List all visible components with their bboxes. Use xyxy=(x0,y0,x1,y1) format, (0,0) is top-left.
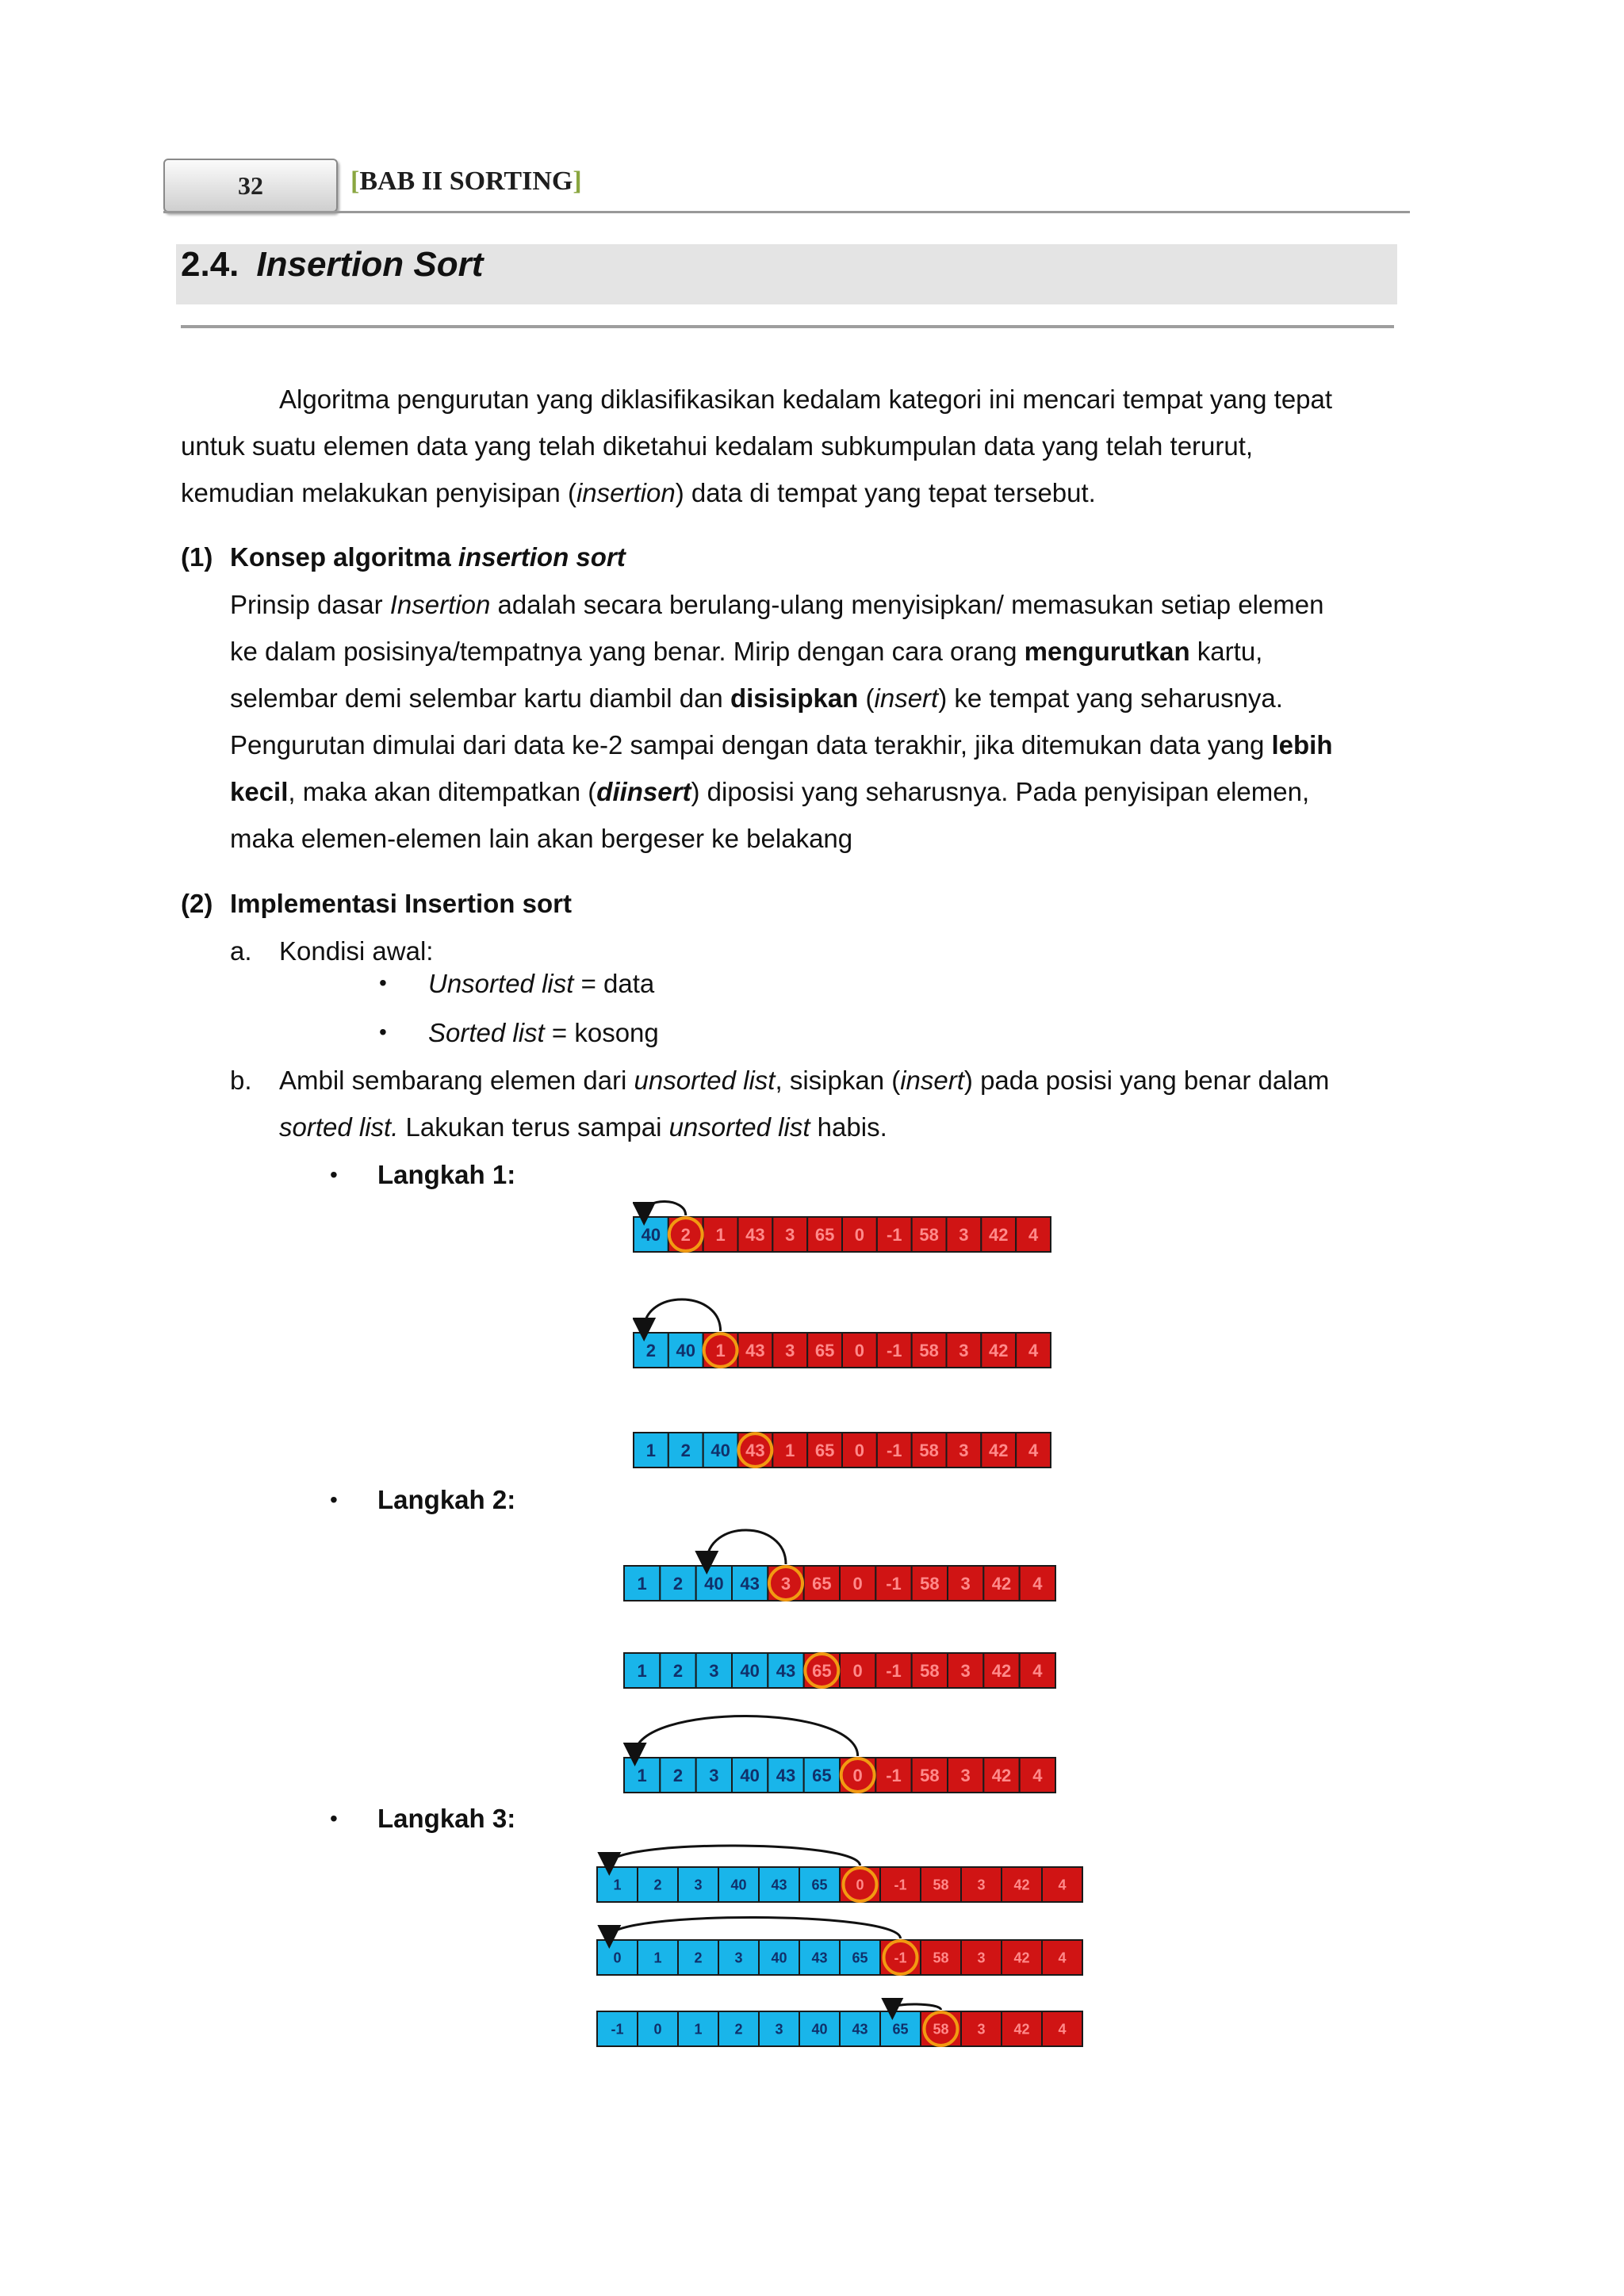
array-cell-value: 1 xyxy=(715,1224,726,1245)
array-cell-value: 4 xyxy=(1028,1224,1039,1245)
array-cell-value: 65 xyxy=(892,2021,909,2038)
array-cell-value: 43 xyxy=(745,1440,765,1460)
intro-line-3: kemudian melakukan penyisipan (insertion) data di tempat yang tepat tersebut. xyxy=(181,478,1096,507)
array-cell-value: 1 xyxy=(613,1877,622,1893)
array-cell-value: 2 xyxy=(672,1573,684,1594)
insert-arrow-icon xyxy=(892,2004,940,2010)
section-title xyxy=(181,244,483,285)
array-cell-value: 58 xyxy=(933,1877,949,1893)
header-divider xyxy=(163,211,1410,213)
array-cell-value: 0 xyxy=(854,1224,865,1245)
array-cell-value: 0 xyxy=(613,1950,622,1966)
array-cell-value: 1 xyxy=(653,1950,662,1966)
array-diagram-step1-row1 xyxy=(633,1192,1051,1253)
array-cell-value: 40 xyxy=(811,2021,828,2038)
array-cell-value: 40 xyxy=(641,1224,661,1245)
array-cell-value: 2 xyxy=(672,1765,684,1785)
array-cell-value: 65 xyxy=(812,1573,832,1594)
array-cell-value: 3 xyxy=(709,1765,719,1785)
array-cell-value: -1 xyxy=(886,1224,902,1245)
array-cell-value: 58 xyxy=(920,1765,940,1785)
array-cell-value: 4 xyxy=(1058,1950,1067,1966)
array-cell-value: 40 xyxy=(730,1877,747,1893)
array-cell-value: 0 xyxy=(852,1573,863,1594)
array-cell-value: 43 xyxy=(852,2021,868,2038)
array-cell-value: 1 xyxy=(637,1573,647,1594)
array-cell-value: -1 xyxy=(886,1340,902,1360)
array-cell-value: 4 xyxy=(1058,2021,1067,2038)
array-cell-value: 3 xyxy=(977,1950,986,1966)
chapter-title: [BAB II SORTING] xyxy=(350,166,582,196)
array-diagram-step2-row3 xyxy=(623,1698,1056,1793)
array-cell-value: 2 xyxy=(680,1440,691,1460)
array-cell-value: 40 xyxy=(676,1340,695,1360)
array-cell-value: 65 xyxy=(811,1877,828,1893)
array-diagram-step1-row2 xyxy=(633,1284,1051,1368)
array-cell-value: 2 xyxy=(653,1877,662,1893)
chapter-title-text: BAB II SORTING xyxy=(359,166,573,196)
concept-line-5: kecil, maka akan ditempatkan (diinsert) diposisi yang seharusnya. Pada penyisipan elemen, xyxy=(230,777,1310,806)
section-divider xyxy=(181,325,1394,328)
intro-line-2: untuk suatu elemen data yang telah diketahui kedalam subkumpulan data yang telah terurut, xyxy=(181,431,1254,461)
array-cell-value: 40 xyxy=(740,1765,760,1785)
array-cell-value: 4 xyxy=(1028,1440,1039,1460)
bullet-icon: • xyxy=(330,1162,338,1187)
page-number: 32 xyxy=(238,170,263,200)
array-cell-value: -1 xyxy=(886,1660,902,1681)
array-cell-value: 3 xyxy=(959,1440,969,1460)
array-cell-value: 58 xyxy=(920,1573,940,1594)
array-cell-value: 65 xyxy=(852,1950,868,1966)
array-cell-value: 3 xyxy=(960,1660,971,1681)
array-cell-value: 2 xyxy=(672,1660,684,1681)
array-cell-value: 42 xyxy=(991,1765,1012,1785)
array-cell-value: 2 xyxy=(645,1340,657,1360)
array-cell-value: 58 xyxy=(919,1440,939,1460)
array-cell-value: 1 xyxy=(785,1440,795,1460)
array-cell-value: 2 xyxy=(694,1950,703,1966)
array-diagram-step2-row1 xyxy=(623,1514,1056,1601)
array-cell-value: 0 xyxy=(854,1340,865,1360)
array-cell-value: -1 xyxy=(611,2021,624,2038)
array-cell-value: 58 xyxy=(920,1660,940,1681)
array-cell-value: 43 xyxy=(776,1660,796,1681)
array-cell-value: 65 xyxy=(812,1660,832,1681)
impl-heading: (2) Implementasi Insertion sort xyxy=(181,889,572,918)
array-cell-value: 0 xyxy=(852,1660,863,1681)
insert-arrow-icon xyxy=(609,1846,860,1866)
array-cell-value: 3 xyxy=(694,1877,703,1893)
array-cell-value: 40 xyxy=(704,1573,724,1594)
array-cell-value: 4 xyxy=(1032,1573,1043,1594)
array-cell-value: 0 xyxy=(852,1765,863,1785)
array-cell-value: 4 xyxy=(1058,1877,1067,1893)
array-cell-value: 43 xyxy=(811,1950,828,1966)
array-cell-value: 42 xyxy=(1013,2021,1030,2038)
array-diagram-step3-row1 xyxy=(596,1835,1083,1903)
array-cell-value: 3 xyxy=(785,1340,795,1360)
impl-b-line-2: sorted list. Lakukan terus sampai unsorted list habis. xyxy=(279,1112,887,1142)
array-cell-value: 42 xyxy=(991,1660,1012,1681)
section-number: 2.4. xyxy=(181,245,239,284)
array-cell-value: 3 xyxy=(775,2021,783,2038)
bullet-icon: • xyxy=(379,1020,387,1044)
array-cell-value: 1 xyxy=(637,1765,647,1785)
array-cell-value: 4 xyxy=(1032,1765,1043,1785)
array-cell-value: 43 xyxy=(745,1224,765,1245)
bullet-icon: • xyxy=(330,1806,338,1831)
array-cell-value: 42 xyxy=(989,1224,1009,1245)
array-cell-value: 58 xyxy=(919,1224,939,1245)
array-cell-value: 1 xyxy=(645,1440,657,1460)
array-cell-value: 58 xyxy=(933,2021,949,2038)
array-cell-value: 42 xyxy=(991,1573,1012,1594)
array-cell-value: 3 xyxy=(960,1573,971,1594)
insert-arrow-icon xyxy=(644,1299,720,1331)
array-cell-value: 43 xyxy=(776,1765,796,1785)
array-cell-value: 0 xyxy=(653,2021,662,2038)
array-cell-value: 3 xyxy=(960,1765,971,1785)
array-cell-value: -1 xyxy=(886,1765,902,1785)
array-cell-value: 2 xyxy=(680,1224,691,1245)
array-cell-value: 43 xyxy=(740,1573,760,1594)
array-cell-value: 65 xyxy=(814,1224,835,1245)
array-cell-value: 0 xyxy=(854,1440,865,1460)
impl-b-label: b. xyxy=(230,1066,252,1095)
array-cell-value: -1 xyxy=(886,1573,902,1594)
array-cell-value: -1 xyxy=(894,1950,907,1966)
array-cell-value: 3 xyxy=(977,2021,986,2038)
array-cell-value: 1 xyxy=(694,2021,703,2038)
array-cell-value: 40 xyxy=(771,1950,787,1966)
array-diagram-step3-row3 xyxy=(596,1998,1083,2047)
concept-line-6: maka elemen-elemen lain akan bergeser ke belakang xyxy=(230,824,853,853)
concept-heading: (1) Konsep algoritma insertion sort xyxy=(181,542,626,572)
array-cell-value: 58 xyxy=(933,1950,949,1966)
impl-bullet-2: Sorted list = kosong xyxy=(428,1018,659,1047)
array-cell-value: 43 xyxy=(745,1340,765,1360)
array-cell-value: -1 xyxy=(894,1877,907,1893)
bullet-icon: • xyxy=(330,1487,338,1512)
array-cell-value: 42 xyxy=(1013,1877,1030,1893)
array-diagram-step2-row2 xyxy=(623,1652,1056,1689)
insert-arrow-icon xyxy=(635,1716,858,1756)
insert-arrow-icon xyxy=(609,1917,900,1938)
array-cell-value: 3 xyxy=(709,1660,719,1681)
array-cell-value: 42 xyxy=(1013,1950,1030,1966)
concept-line-4: Pengurutan dimulai dari data ke-2 sampai dengan data terakhir, jika ditemukan data yang lebih xyxy=(230,730,1333,760)
array-cell-value: 3 xyxy=(977,1877,986,1893)
insert-arrow-icon xyxy=(644,1201,686,1215)
array-cell-value: 3 xyxy=(785,1224,795,1245)
concept-line-1: Prinsip dasar Insertion adalah secara berulang-ulang menyisipkan/ memasukan setiap elemen xyxy=(230,590,1324,619)
insert-arrow-icon xyxy=(707,1530,786,1564)
page-number-badge xyxy=(163,159,338,212)
array-cell-value: 4 xyxy=(1032,1660,1043,1681)
array-cell-value: 65 xyxy=(814,1340,835,1360)
impl-b-line-1: Ambil sembarang elemen dari unsorted list, sisipkan (insert) pada posisi yang benar dalam xyxy=(279,1066,1330,1095)
impl-a-label: a. xyxy=(230,936,252,966)
bullet-icon: • xyxy=(379,970,387,995)
array-cell-value: 1 xyxy=(637,1660,647,1681)
array-cell-value: 3 xyxy=(780,1573,791,1594)
array-cell-value: 4 xyxy=(1028,1340,1039,1360)
impl-bullet-1: Unsorted list = data xyxy=(428,969,655,998)
step-label-3: Langkah 3: xyxy=(377,1804,516,1833)
array-cell-value: -1 xyxy=(886,1440,902,1460)
impl-a-text: Kondisi awal: xyxy=(279,936,434,966)
step-label-1: Langkah 1: xyxy=(377,1160,516,1189)
array-cell-value: 65 xyxy=(814,1440,835,1460)
array-cell-value: 42 xyxy=(989,1440,1009,1460)
array-cell-value: 65 xyxy=(812,1765,832,1785)
intro-line-1: Algoritma pengurutan yang diklasifikasikan kedalam kategori ini mencari tempat yang tepat xyxy=(279,385,1333,414)
array-cell-value: 3 xyxy=(959,1340,969,1360)
array-cell-value: 42 xyxy=(989,1340,1009,1360)
array-diagram-step1-row3 xyxy=(633,1432,1051,1468)
array-cell-value: 3 xyxy=(734,1950,743,1966)
array-cell-value: 1 xyxy=(715,1340,726,1360)
array-cell-value: 0 xyxy=(856,1877,864,1893)
step-label-2: Langkah 2: xyxy=(377,1485,516,1514)
array-cell-value: 43 xyxy=(771,1877,787,1893)
concept-line-3: selembar demi selembar kartu diambil dan disisipkan (insert) ke tempat yang seharusnya. xyxy=(230,683,1283,713)
section-title-text: Insertion Sort xyxy=(256,245,484,284)
array-cell-value: 58 xyxy=(919,1340,939,1360)
array-cell-value: 2 xyxy=(734,2021,743,2038)
array-cell-value: 40 xyxy=(710,1440,730,1460)
array-cell-value: 3 xyxy=(959,1224,969,1245)
array-diagram-step3-row2 xyxy=(596,1906,1083,1976)
array-cell-value: 40 xyxy=(740,1660,760,1681)
concept-line-2: ke dalam posisinya/tempatnya yang benar. Mirip dengan cara orang mengurutkan kartu, xyxy=(230,637,1263,666)
